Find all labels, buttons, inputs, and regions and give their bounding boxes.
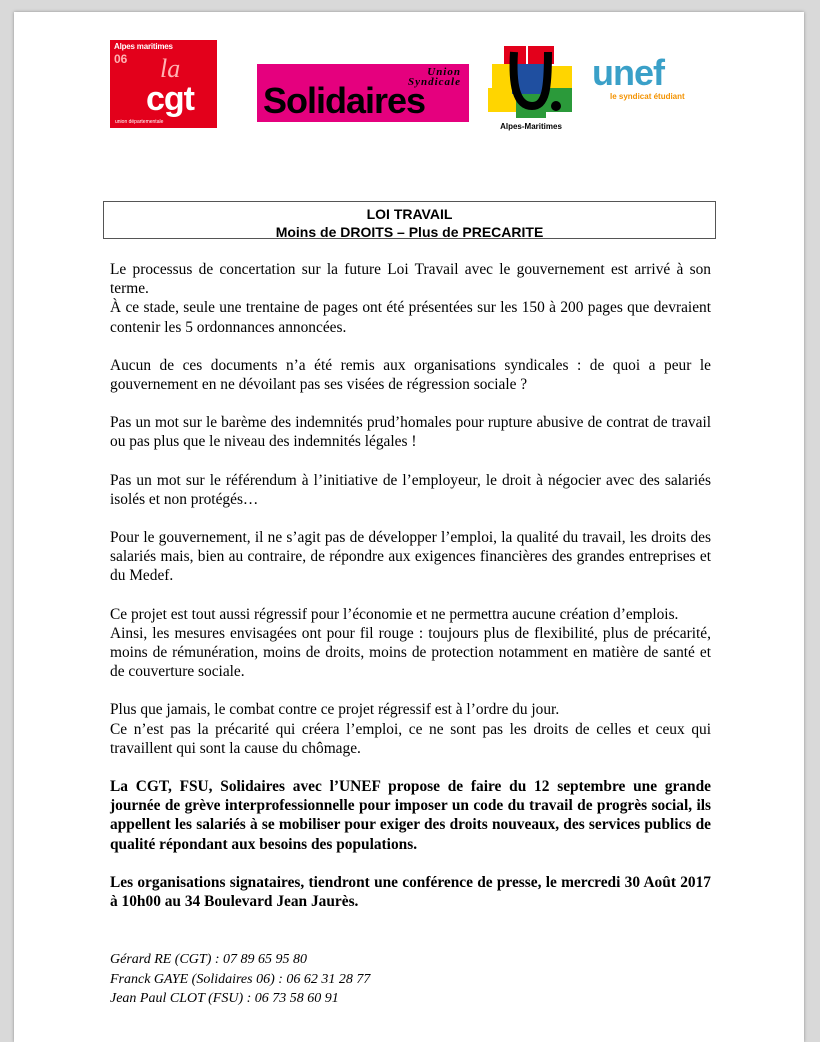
paragraph-1 [110, 260, 711, 337]
cgt-logo [110, 40, 217, 128]
paragraph-4: Pas un mot sur le référendum à l’initiative de l’employeur, le droit à négocier avec des salariés isolés et non protégés… [110, 471, 711, 508]
fsu-place: Alpes-Maritimes [500, 122, 562, 131]
paragraph-6-line-2: Ainsi, les mesures envisagées ont pour fil rouge : toujours plus de flexibilité, plus de précarité, moins de rémunération, moins de droits, moins de protection notamment en matière de santé et de couverture sociale. [110, 624, 711, 681]
contact-solidaires: Franck GAYE (Solidaires 06) : 06 62 31 28 77 [110, 971, 371, 987]
fsu-emblem [486, 44, 576, 122]
unef-name: unef [592, 52, 664, 93]
document-page [14, 12, 804, 1042]
title-box [103, 201, 716, 239]
solidaires-syndicale: Syndicale [408, 76, 461, 88]
paragraph-6 [110, 605, 711, 682]
cgt-name: cgt [146, 80, 194, 118]
title-line-1: LOI TRAVAIL [366, 206, 453, 222]
solidaires-union: Union [427, 66, 461, 78]
paragraph-5: Pour le gouvernement, il ne s’agit pas de développer l’emploi, la qualité du travail, les droits des salariés mais, bien au contraire, de répondre aux exigences financières des grandes entreprises et du Medef. [110, 529, 711, 585]
paragraph-7-line-2: Ce n’est pas la précarité qui créera l’emploi, ce ne sont pas les droits de celles et ceux qui travaillent qui sont la cause du chômage. [110, 720, 711, 757]
paragraph-7 [110, 700, 711, 758]
paragraph-3: Pas un mot sur le barème des indemnités prud’homales pour rupture abusive de contrat de travail ou pas plus que le niveau des indemnités légales ! [110, 414, 711, 451]
contacts [110, 950, 370, 1009]
unef-logo [592, 52, 732, 102]
press-conference: Les organisations signataires, tiendront une conférence de presse, le mercredi 30 Août 2017 à 10h00 au 34 Boulevard Jean Jaurès. [110, 873, 711, 911]
paragraph-2: Aucun de ces documents n’a été remis aux organisations syndicales : de quoi a peur le gouvernement en ne dévoilant pas ses visées de régression sociale ? [110, 356, 711, 394]
cgt-sub: union départementale [115, 119, 164, 125]
paragraph-7-line-1: Plus que jamais, le combat contre ce projet régressif est à l’ordre du jour. [110, 701, 560, 719]
cgt-number: 06 [114, 52, 128, 66]
paragraph-1-line-1: Le processus de concertation sur la future Loi Travail avec le gouvernement est arrivé à son terme. [110, 261, 711, 298]
cgt-la: la [160, 54, 181, 83]
contact-fsu: Jean Paul CLOT (FSU) : 06 73 58 60 91 [110, 991, 339, 1006]
fsu-logo [486, 44, 576, 132]
body-text [110, 260, 711, 930]
paragraph-1-line-2: À ce stade, seule une trentaine de pages ont été présentées sur les 150 à 200 pages que devraient contenir les 5 ordonnances annoncées. [110, 299, 711, 336]
solidaires-name: Solidaires [263, 80, 426, 121]
solidaires-logo [257, 64, 469, 122]
call-to-strike: La CGT, FSU, Solidaires avec l’UNEF propose de faire du 12 septembre une grande journée de grève interprofessionnelle pour imposer un code du travail de progrès social, ils appellent les salariés à se mobiliser pour exiger des droits nouveaux, des services publics de qualité répondant aux besoins des populations. [110, 778, 711, 853]
title-line-2: Moins de DROITS – Plus de PRECARITE [275, 224, 544, 240]
cgt-region: Alpes maritimes [114, 42, 173, 51]
unef-tagline: le syndicat étudiant [610, 92, 685, 101]
contact-cgt: Gérard RE (CGT) : 07 89 65 95 80 [110, 952, 308, 967]
paragraph-6-line-1: Ce projet est tout aussi régressif pour l’économie et ne permettra aucune création d’emplois. [110, 605, 679, 623]
